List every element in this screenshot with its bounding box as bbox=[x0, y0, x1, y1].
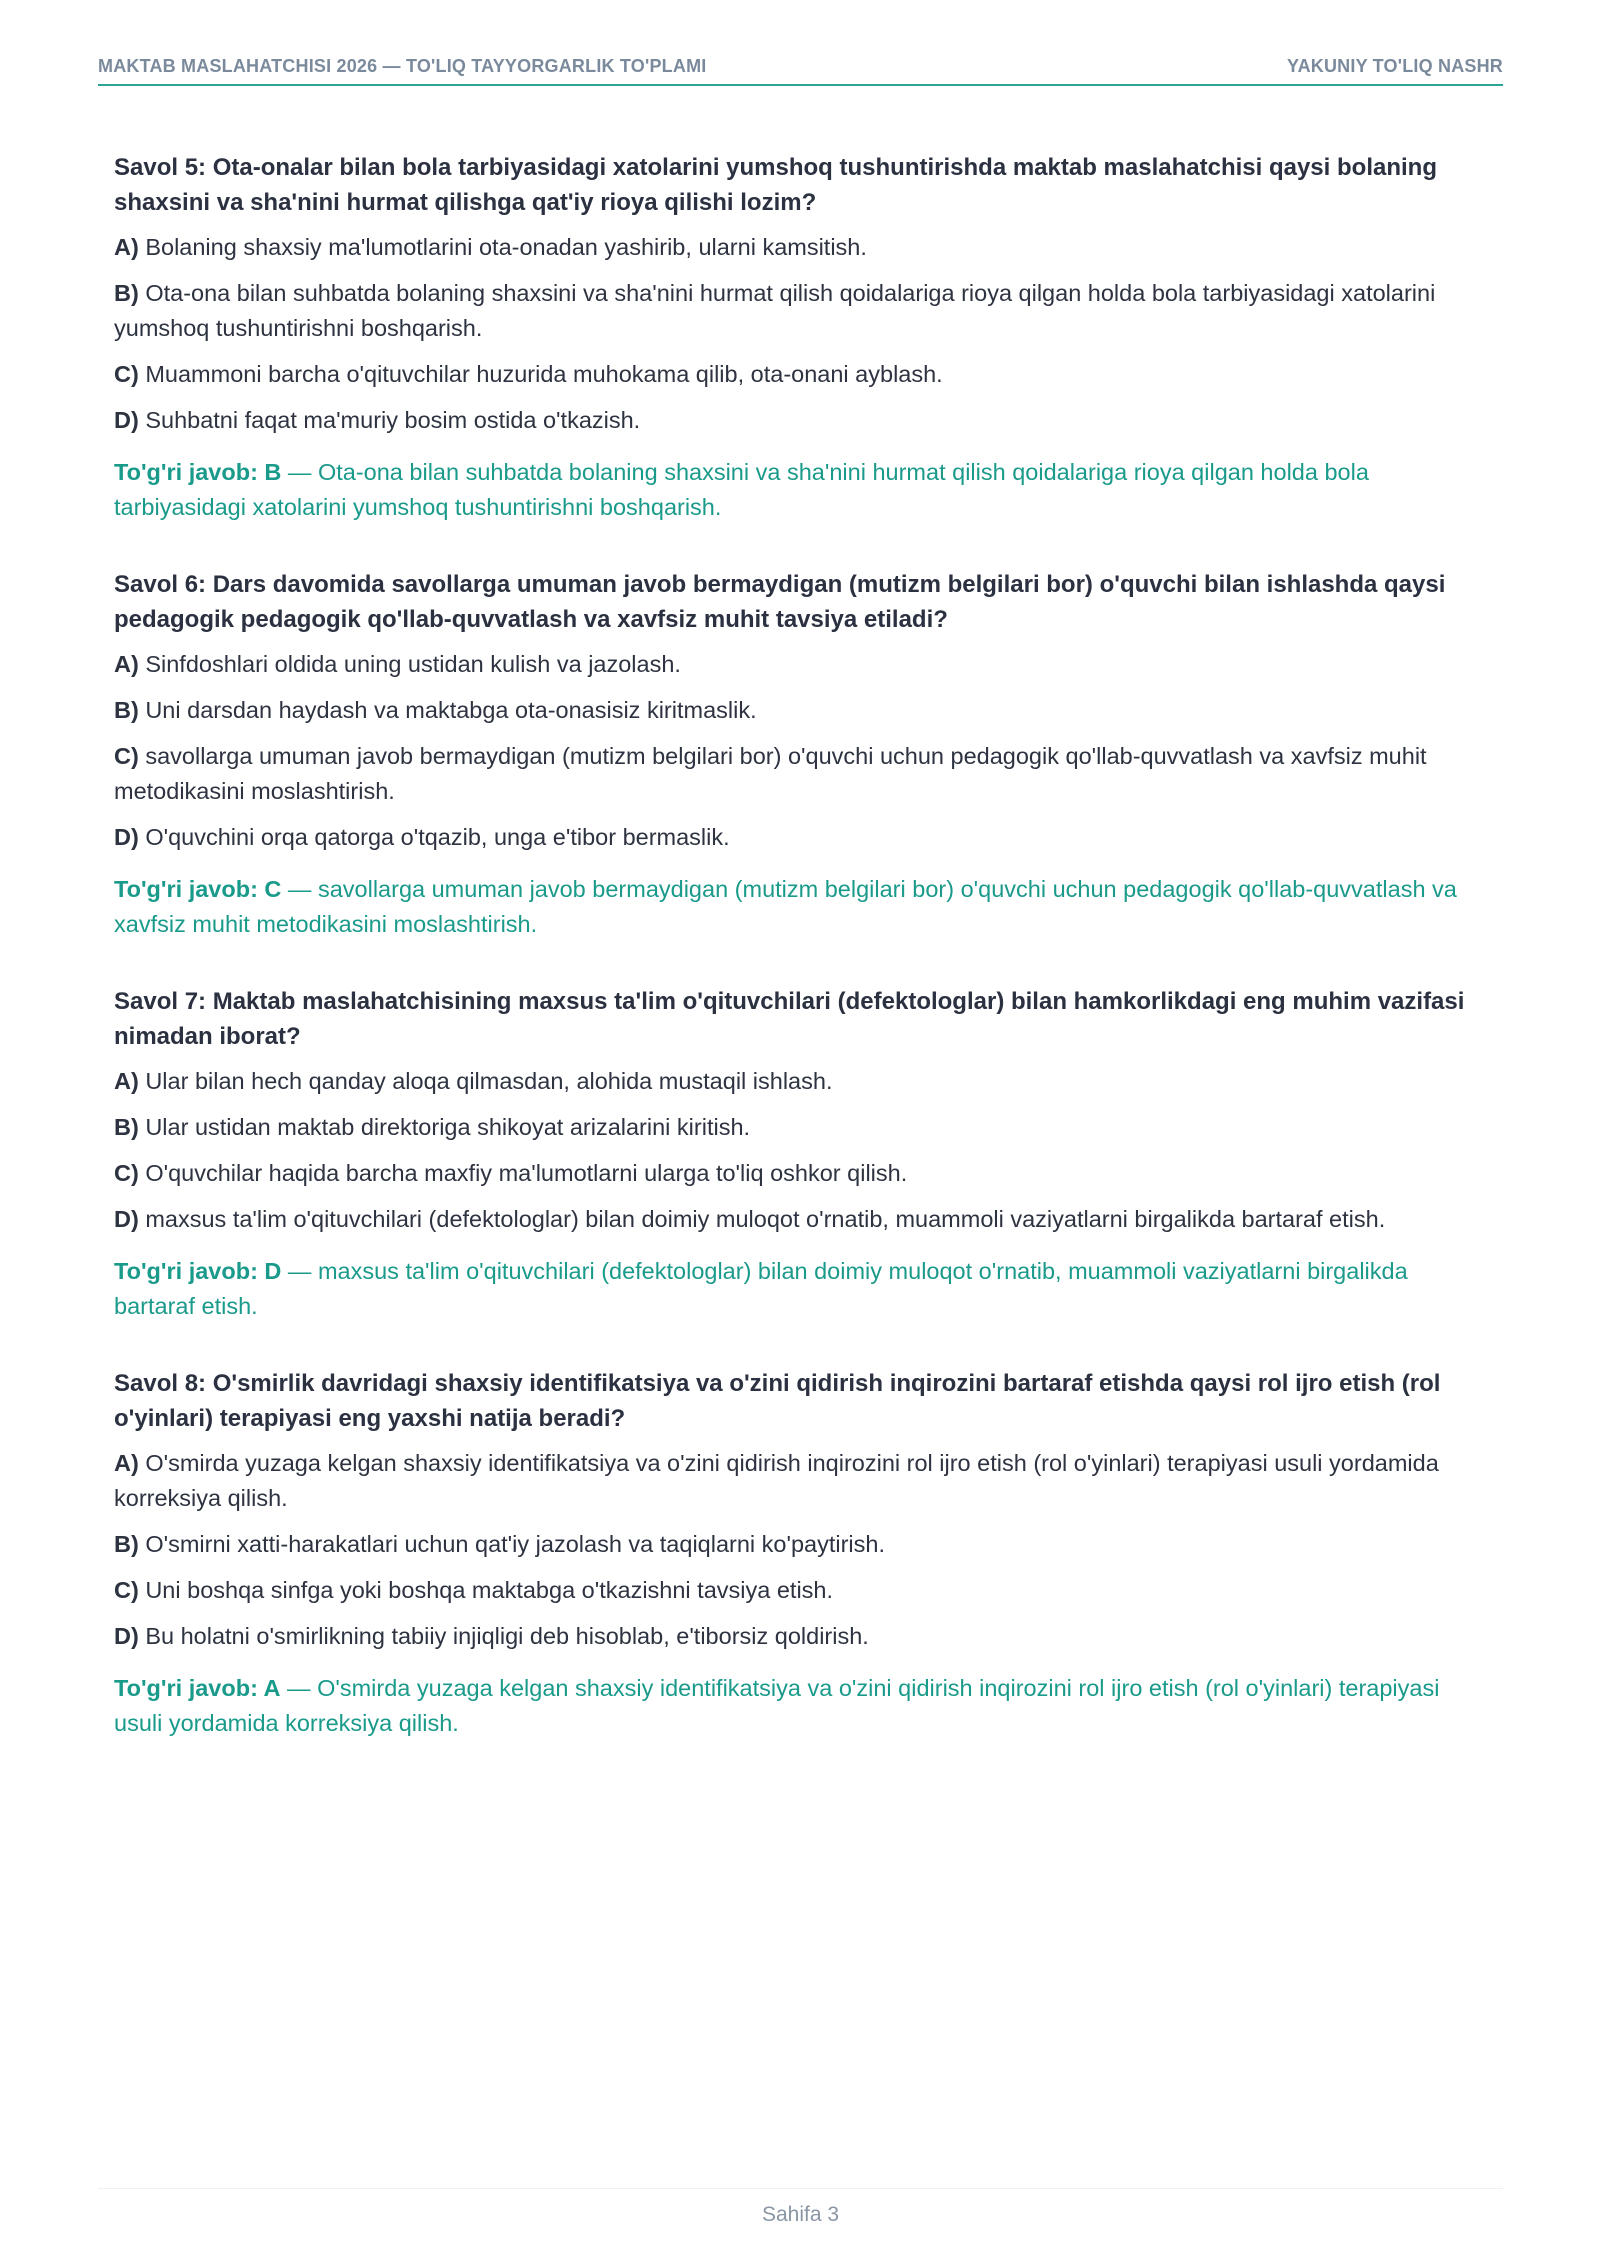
page-number: Sahifa 3 bbox=[761, 2203, 840, 2226]
question-title: Savol 8: O'smirlik davridagi shaxsiy identifikatsiya va o'zini qidirish inqirozini bartaraf etishda qaysi rol ijro etish (rol o'yinlari) terapiyasi eng yaxshi natija beradi? bbox=[114, 1370, 1441, 1432]
question-title: Savol 6: Dars davomida savollarga umuman javob bermaydigan (mutizm belgilari bor) o'quvchi bilan ishlashda qaysi pedagogik pedagogik qo'llab-quvvatlash va xavfsiz muhit tavsiya etiladi? bbox=[114, 571, 1446, 633]
option-c bbox=[114, 357, 1488, 392]
answer-label: To'g'ri javob: A bbox=[114, 1675, 281, 1701]
option-a bbox=[114, 1446, 1488, 1516]
option-letter: A) bbox=[114, 1068, 139, 1094]
question-5 bbox=[114, 150, 1488, 525]
option-b bbox=[114, 1110, 1488, 1145]
option-letter: B) bbox=[114, 697, 139, 723]
option-text: O'smirda yuzaga kelgan shaxsiy identifikatsiya va o'zini qidirish inqirozini rol ijro etish (rol o'yinlari) terapiyasi usuli yordamida korreksiya qilish. bbox=[114, 1450, 1439, 1511]
answer-text: — savollarga umuman javob bermaydigan (mutizm belgilari bor) o'quvchi uchun pedagogik qo'llab-quvvatlash va xavfsiz muhit metodikasini moslashtirish. bbox=[114, 876, 1457, 937]
option-text: Ular bilan hech qanday aloqa qilmasdan, alohida mustaqil ishlash. bbox=[145, 1068, 833, 1094]
option-letter: A) bbox=[114, 234, 139, 260]
option-text: Bu holatni o'smirlikning tabiiy injiqligi deb hisoblab, e'tiborsiz qoldirish. bbox=[145, 1623, 869, 1649]
correct-answer bbox=[114, 1254, 1488, 1324]
option-a bbox=[114, 230, 1488, 265]
answer-text: — maxsus ta'lim o'qituvchilari (defektologlar) bilan doimiy muloqot o'rnatib, muammoli vaziyatlarni birgalikda bartaraf etish. bbox=[114, 1258, 1408, 1319]
option-letter: B) bbox=[114, 1531, 139, 1557]
question-6 bbox=[114, 567, 1488, 942]
option-text: O'quvchilar haqida barcha maxfiy ma'lumotlarni ularga to'liq oshkor qilish. bbox=[145, 1160, 908, 1186]
option-text: O'smirni xatti-harakatlari uchun qat'iy jazolash va taqiqlarni ko'paytirish. bbox=[145, 1531, 886, 1557]
option-a bbox=[114, 1064, 1488, 1099]
option-c bbox=[114, 1156, 1488, 1191]
option-letter: C) bbox=[114, 361, 139, 387]
option-letter: C) bbox=[114, 1577, 139, 1603]
option-d bbox=[114, 820, 1488, 855]
option-letter: D) bbox=[114, 1206, 139, 1232]
option-letter: D) bbox=[114, 407, 139, 433]
option-b bbox=[114, 276, 1488, 346]
answer-text: — O'smirda yuzaga kelgan shaxsiy identifikatsiya va o'zini qidirish inqirozini rol ijro etish (rol o'yinlari) terapiyasi usuli yordamida korreksiya qilish. bbox=[114, 1675, 1440, 1736]
option-c bbox=[114, 1573, 1488, 1608]
option-letter: D) bbox=[114, 1623, 139, 1649]
option-d bbox=[114, 1619, 1488, 1654]
option-text: Muammoni barcha o'qituvchilar huzurida muhokama qilib, ota-onani ayblash. bbox=[145, 361, 943, 387]
page-header bbox=[98, 56, 1503, 86]
option-text: O'quvchini orqa qatorga o'tqazib, unga e'tibor bermaslik. bbox=[145, 824, 730, 850]
option-text: Uni darsdan haydash va maktabga ota-onasisiz kiritmaslik. bbox=[145, 697, 757, 723]
option-letter: B) bbox=[114, 1114, 139, 1140]
option-letter: A) bbox=[114, 1450, 139, 1476]
page-footer bbox=[98, 2188, 1503, 2227]
question-title: Savol 5: Ota-onalar bilan bola tarbiyasidagi xatolarini yumshoq tushuntirishda maktab maslahatchisi qaysi bolaning shaxsini va sha'nini hurmat qilishga qat'iy rioya qilishi lozim? bbox=[114, 154, 1437, 216]
option-text: Ular ustidan maktab direktoriga shikoyat arizalarini kiritish. bbox=[145, 1114, 751, 1140]
option-text: savollarga umuman javob bermaydigan (mutizm belgilari bor) o'quvchi uchun pedagogik qo'llab-quvvatlash va xavfsiz muhit metodikasini moslashtirish. bbox=[114, 743, 1427, 804]
question-8 bbox=[114, 1366, 1488, 1741]
option-text: Suhbatni faqat ma'muriy bosim ostida o'tkazish. bbox=[145, 407, 641, 433]
option-text: Bolaning shaxsiy ma'lumotlarini ota-onadan yashirib, ularni kamsitish. bbox=[145, 234, 867, 260]
correct-answer bbox=[114, 872, 1488, 942]
question-7 bbox=[114, 984, 1488, 1324]
option-b bbox=[114, 1527, 1488, 1562]
option-a bbox=[114, 647, 1488, 682]
correct-answer bbox=[114, 455, 1488, 525]
answer-label: To'g'ri javob: D bbox=[114, 1258, 282, 1284]
header-title: MAKTAB MASLAHATCHISI 2026 — TO'LIQ TAYYORGARLIK TO'PLAMI bbox=[98, 56, 707, 76]
option-letter: D) bbox=[114, 824, 139, 850]
option-letter: A) bbox=[114, 651, 139, 677]
answer-label: To'g'ri javob: C bbox=[114, 876, 282, 902]
answer-text: — Ota-ona bilan suhbatda bolaning shaxsini va sha'nini hurmat qilish qoidalariga rioya qilgan holda bola tarbiyasidagi xatolarini yumshoq tushuntirishni boshqarish. bbox=[114, 459, 1369, 520]
option-d bbox=[114, 403, 1488, 438]
option-b bbox=[114, 693, 1488, 728]
option-c bbox=[114, 739, 1488, 809]
header-edition: YAKUNIY TO'LIQ NASHR bbox=[1287, 56, 1503, 76]
question-title: Savol 7: Maktab maslahatchisining maxsus ta'lim o'qituvchilari (defektologlar) bilan hamkorlikdagi eng muhim vazifasi nimadan iborat? bbox=[114, 988, 1465, 1050]
correct-answer bbox=[114, 1671, 1488, 1741]
option-letter: C) bbox=[114, 1160, 139, 1186]
option-d bbox=[114, 1202, 1488, 1237]
option-text: Sinfdoshlari oldida uning ustidan kulish va jazolash. bbox=[145, 651, 681, 677]
option-letter: B) bbox=[114, 280, 139, 306]
option-text: Uni boshqa sinfga yoki boshqa maktabga o'tkazishni tavsiya etish. bbox=[145, 1577, 834, 1603]
questions-section bbox=[114, 150, 1488, 1783]
option-letter: C) bbox=[114, 743, 139, 769]
option-text: maxsus ta'lim o'qituvchilari (defektologlar) bilan doimiy muloqot o'rnatib, muammoli vaziyatlarni birgalikda bartaraf etish. bbox=[145, 1206, 1386, 1232]
answer-label: To'g'ri javob: B bbox=[114, 459, 282, 485]
option-text: Ota-ona bilan suhbatda bolaning shaxsini va sha'nini hurmat qilish qoidalariga rioya qilgan holda bola tarbiyasidagi xatolarini yumshoq tushuntirishni boshqarish. bbox=[114, 280, 1436, 341]
